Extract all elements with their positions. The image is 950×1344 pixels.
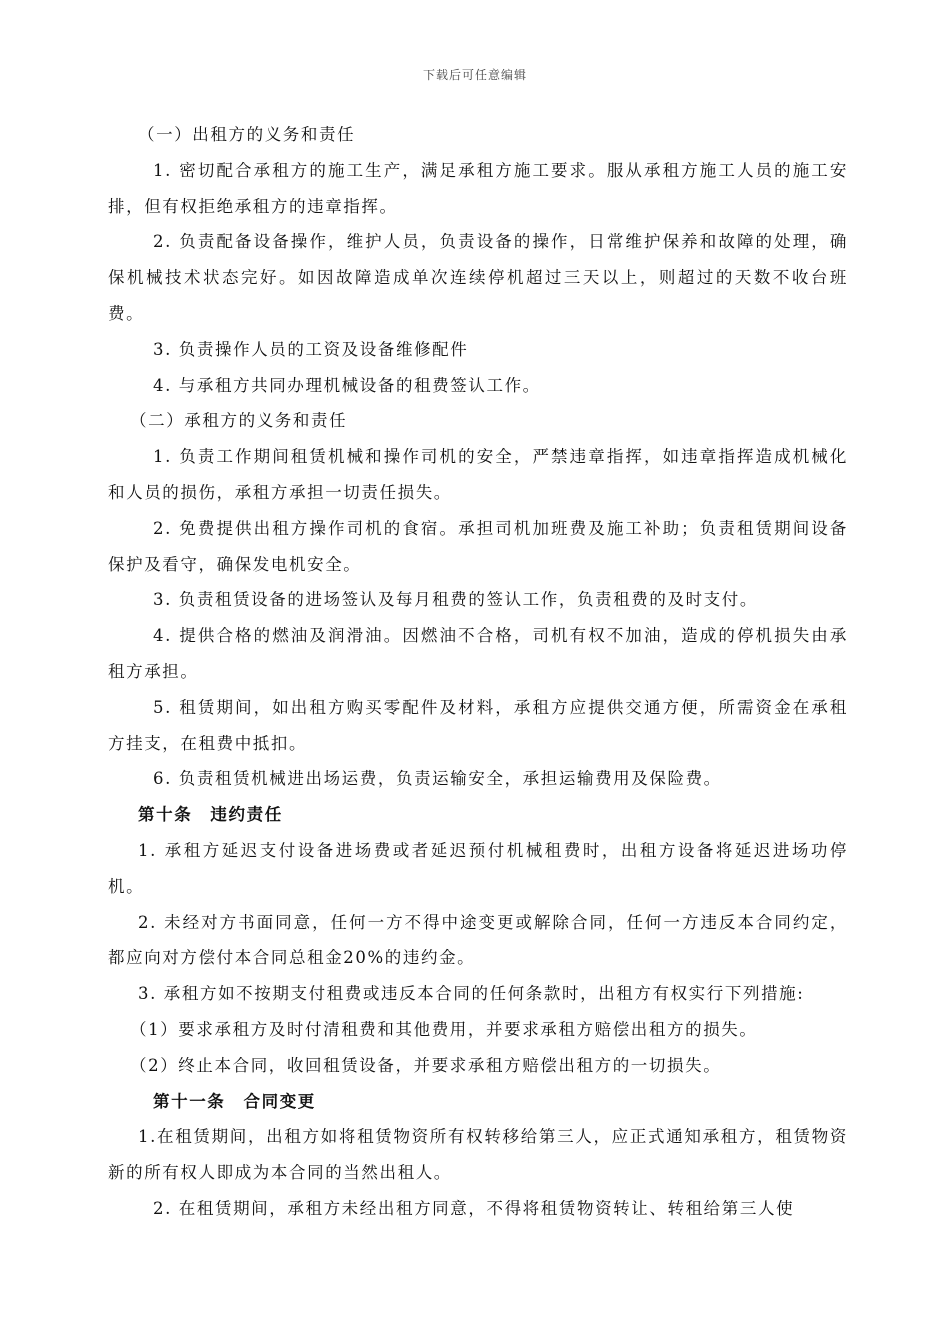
clause-paragraph: 1. 负责工作期间租赁机械和操作司机的安全，严禁违章指挥，如违章指挥造成机械化和人员的损伤，承租方承担一切责任损失。 [108, 447, 848, 502]
clause-paragraph: 1. 承租方延迟支付设备进场费或者延迟预付机械租费时，出租方设备将延迟进场功停机。 [108, 840, 848, 896]
clause-paragraph: 1.在租赁期间，出租方如将租赁物资所有权转移给第三人，应正式通知承租方，租赁物资新的所有权人即成为本合同的当然出租人。 [108, 1127, 848, 1183]
clause-paragraph: 3. 负责操作人员的工资及设备维修配件 [153, 339, 469, 359]
clause-paragraph: 2. 负责配备设备操作，维护人员，负责设备的操作，日常维护保养和故障的处理，确保机械技术状态完好。如因故障造成单次连续停机超过三天以上，则超过的天数不收台班费。 [108, 232, 848, 323]
clause-paragraph: 2. 未经对方书面同意，任何一方不得中途变更或解除合同，任何一方违反本合同约定，都应向对方偿付本合同总租金20%的违约金。 [108, 912, 848, 968]
clause-paragraph: 3. 负责租赁设备的进场签认及每月租费的签认工作，负责租费的及时支付。 [153, 590, 758, 610]
document-body [108, 117, 848, 1227]
clause-paragraph: 2. 在租赁期间，承租方未经出租方同意，不得将租赁物资转让、转租给第三人使 [153, 1198, 795, 1218]
clause-paragraph: 5. 租赁期间，如出租方购买零配件及材料，承租方应提供交通方便，所需资金在承租方挂支，在租费中抵扣。 [108, 697, 848, 753]
article-heading-contract-change: 第十一条 合同变更 [153, 1091, 316, 1111]
clause-paragraph: 1. 密切配合承租方的施工生产，满足承租方施工要求。服从承租方施工人员的施工安排，但有权拒绝承租方的违章指挥。 [108, 160, 848, 216]
section-heading-lessee-duties: （二）承租方的义务和责任 [130, 411, 348, 431]
article-heading-breach: 第十条 违约责任 [138, 805, 283, 825]
section-heading-lessor-duties: （一）出租方的义务和责任 [138, 125, 356, 144]
clause-paragraph: 2. 免费提供出租方操作司机的食宿。承担司机加班费及施工补助；负责租赁期间设备保护及看守，确保发电机安全。 [108, 518, 848, 574]
sub-clause-paragraph: （2）终止本合同，收回租赁设备，并要求承租方赔偿出租方的一切损失。 [130, 1055, 722, 1075]
clause-paragraph: 3. 承租方如不按期支付租费或违反本合同的任何条款时，出租方有权实行下列措施: [138, 984, 805, 1004]
clause-paragraph: 4. 与承租方共同办理机械设备的租费签认工作。 [153, 375, 541, 395]
page-header: 下载后可任意编辑 [422, 68, 527, 82]
clause-paragraph: 4. 提供合格的燃油及润滑油。因燃油不合格，司机有权不加油，造成的停机损失由承租方承担。 [108, 626, 848, 681]
clause-paragraph: 6. 负责租赁机械进出场运费，负责运输安全，承担运输费用及保险费。 [153, 769, 722, 789]
sub-clause-paragraph: （1）要求承租方及时付清租费和其他费用，并要求承租方赔偿出租方的损失。 [130, 1019, 758, 1039]
